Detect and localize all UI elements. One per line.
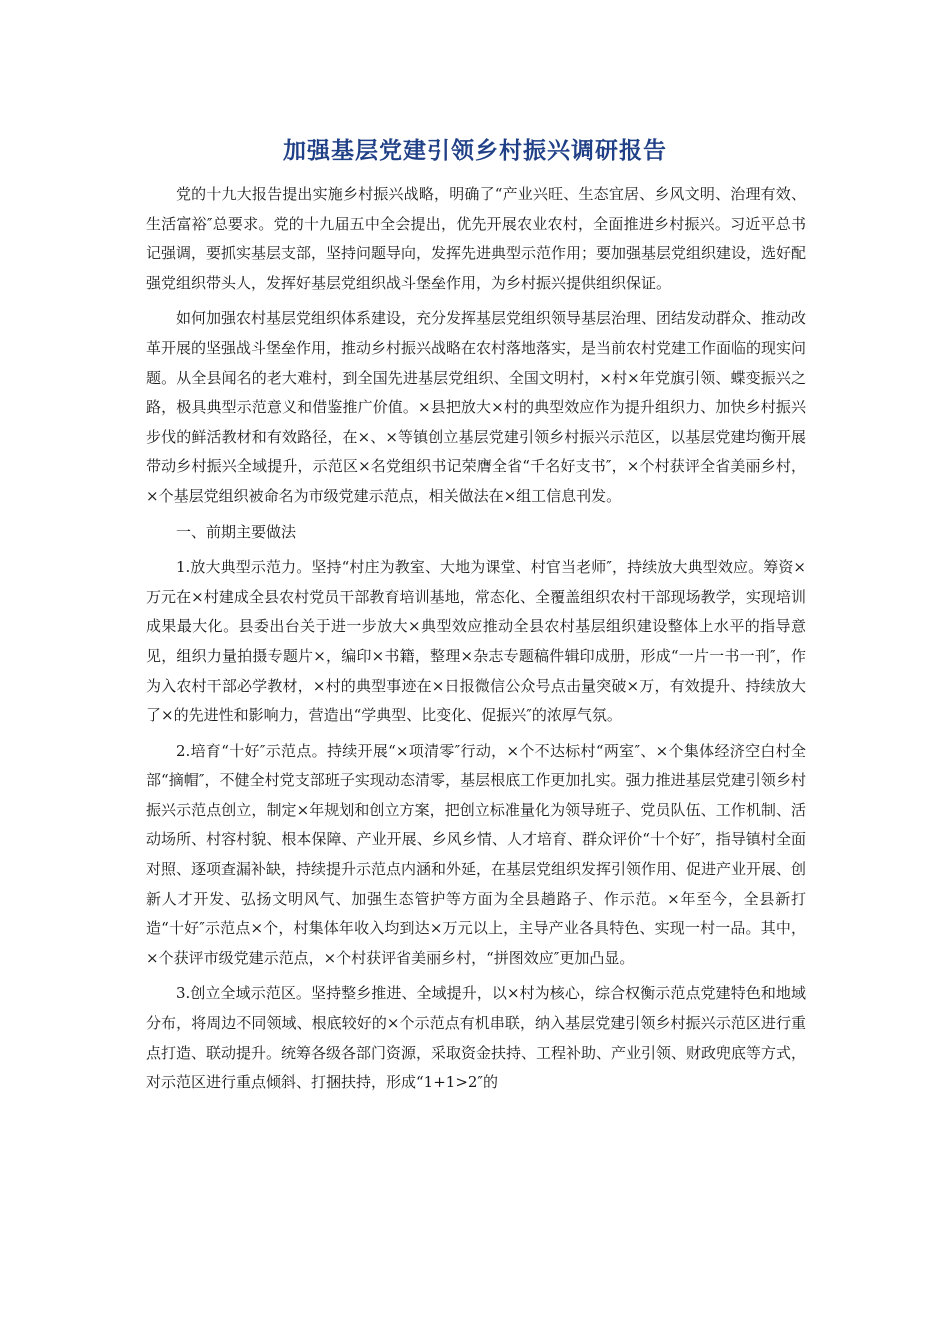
paragraph-item-2: 2.培育“十好″示范点。持续开展“×项清零″行动，×个不达标村“两室″、×个集体经济空白村全部“摘帽″，不健全村党支部班子实现动态清零，基层根底工作更加扎实。强力推进基层党建引领乡村振兴示范点创立，制定×年规划和创立方案，把创立标准量化为领导班子、党员队伍、工作机制、活动场所、村容村貌、根本保障、产业开展、乡风乡情、人才培育、群众评价“十个好″，指导镇村全面对照、逐项查漏补缺，持续提升示范点内涵和外延，在基层党组织发挥引领作用、促进产业开展、创新人才开发、弘扬文明风气、加强生态管护等方面为全县趟路子、作示范。×年至今，全县新打造“十好″示范点×个，村集体年收入均到达×万元以上，主导产业各具特色、实现一村一品。其中，×个获评市级党建示范点，×个村获评省美丽乡村，“拼图效应″更加凸显。: [146, 741, 807, 967]
paragraph-intro: 党的十九大报告提出实施乡村振兴战略，明确了“产业兴旺、生态宜居、乡风文明、治理有效、生活富裕″总要求。党的十九届五中全会提出，优先开展农业农村，全面推进乡村振兴。习近平总书记强调，要抓实基层支部，坚持问题导向，发挥先进典型示范作用；要加强基层党组织建设，选好配强党组织带头人，发挥好基层党组织战斗堡垒作用，为乡村振兴提供组织保证。: [146, 185, 807, 292]
section-heading: 一、前期主要做法: [176, 522, 297, 541]
paragraph-item-1: 1.放大典型示范力。坚持“村庄为教室、大地为课堂、村官当老师″，持续放大典型效应。筹资×万元在×村建成全县农村党员干部教育培训基地，常态化、全覆盖组织农村干部现场教学，实现培训成果最大化。县委出台关于进一步放大×典型效应推动全县农村基层组织建设整体上水平的指导意见，组织力量拍摄专题片×，编印×书籍，整理×杂志专题稿件辑印成册，形成“一片一书一刊″，作为入农村干部必学教材，×村的典型事迹在×日报微信公众号点击量突破×万，有效提升、持续放大了×的先进性和影响力，营造出“学典型、比变化、促振兴″的浓厚气氛。: [146, 558, 806, 725]
paragraph-item-3: 3.创立全域示范区。坚持整乡推进、全域提升，以×村为核心，综合权衡示范点党建特色和地域分布，将周边不同领域、根底较好的×个示范点有机串联，纳入基层党建引领乡村振兴示范区进行重点打造、联动提升。统筹各级各部门资源，采取资金扶持、工程补助、产业引领、财政兜底等方式，对示范区进行重点倾斜、打捆扶持，形成“1+1>2″的: [146, 984, 807, 1092]
document-body: [146, 180, 806, 1104]
paragraph-background: 如何加强农村基层党组织体系建设，充分发挥基层党组织领导基层治理、团结发动群众、推动改革开展的坚强战斗堡垒作用，推动乡村振兴战略在农村落地落实，是当前农村党建工作面临的现实问题。从全县闻名的老大难村，到全国先进基层党组织、全国文明村，×村×年党旗引领、蝶变振兴之路，极具典型示范意义和借鉴推广价值。×县把放大×村的典型效应作为提升组织力、加快乡村振兴步伐的鲜活教材和有效路径，在×、×等镇创立基层党建引领乡村振兴示范区，以基层党建均衡开展带动乡村振兴全域提升，示范区×名党组织书记荣膺全省“千名好支书″，×个村获评全省美丽乡村，×个基层党组织被命名为市级党建示范点，相关做法在×组工信息刊发。: [146, 309, 807, 505]
document-title: 加强基层党建引领乡村振兴调研报告: [283, 137, 667, 164]
